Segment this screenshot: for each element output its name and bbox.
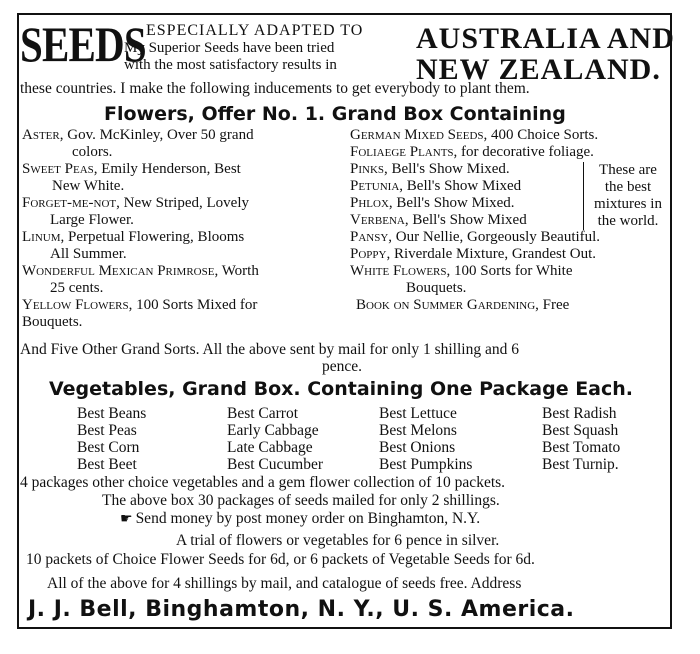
packets-line: 10 packets of Choice Flower Seeds for 6d, or 6 packets of Vegetable Seeds for 6d. [26,551,535,568]
veg-item: Best Turnip. [542,456,619,473]
seeds-title: SEEDS [20,16,146,72]
intro-line: these countries. I make the following inducements to get everybody to plant them. [20,80,530,97]
veg-item: Best Radish [542,405,617,422]
flower-foliage: Foliaege Plants, for decorative foliage. [350,144,594,160]
packages-line: 4 packages other choice vegetables and a gem flower collection of 10 packets. [20,474,506,491]
veg-item: Best Corn [77,439,140,456]
flower-yellow: Yellow Flowers, 100 Sorts Mixed for [22,297,258,313]
flower-sweet-peas: Sweet Peas, Emily Henderson, Best [22,161,241,177]
flowers-heading: Flowers, Offer No. 1. Grand Box Containing [104,103,566,125]
veg-item: Best Onions [379,439,456,456]
flower-verbena: Verbena, Bell's Show Mixed [350,212,527,228]
trial-line: A trial of flowers or vegetables for 6 pence in silver. [176,532,500,549]
australia-heading: AUSTRALIA AND [416,22,675,55]
flower-forget-me-not-cont: Large Flower. [50,212,134,228]
vegetables-column-2 [227,405,323,473]
send-money-text: Send money by post money order on Binghamton, N.Y. [135,510,481,527]
veg-item: Best Lettuce [379,405,457,422]
veg-item: Best Tomato [542,439,621,456]
book-summer-gardening: Book on Summer Gardening, Free [356,297,570,313]
pointing-hand-icon: ☛ [120,512,133,527]
flowers-right-column [350,127,600,314]
signature-line: J. J. Bell, Binghamton, N. Y., U. S. America. [28,597,575,622]
flower-forget-me-not: Forget-me-not, New Striped, Lovely [22,195,249,211]
bracket-note-line-4: the world. [597,213,659,229]
adapted-text: ESPECIALLY ADAPTED TO [146,22,364,39]
veg-item: Best Melons [379,422,457,439]
flower-phlox: Phlox, Bell's Show Mixed. [350,195,515,211]
veg-item: Late Cabbage [227,439,313,456]
flower-aster-cont: colors. [72,144,113,160]
veg-item: Best Carrot [227,405,299,422]
flower-aster: Aster, Gov. McKinley, Over 50 grand [22,127,254,143]
box-line: The above box 30 packages of seeds mailed for only 2 shillings. [102,492,500,509]
bracket-note-line-3: mixtures in [594,196,662,212]
flower-petunia: Petunia, Bell's Show Mixed [350,178,522,194]
vegetables-column-4 [542,405,620,473]
bracket-note-line-1: These are [599,162,657,178]
veg-item: Best Beans [77,405,147,422]
flower-linum-cont: All Summer. [50,246,127,262]
veg-item: Best Beet [77,456,137,473]
send-money-line [120,510,480,528]
bracket-note-line-2: the best [604,179,652,195]
veg-item: Best Squash [542,422,619,439]
new-zealand-heading: NEW ZEALAND. [416,53,661,86]
flower-german-mixed: German Mixed Seeds, 400 Choice Sorts. [350,127,599,143]
veg-item: Best Pumpkins [379,456,473,473]
flower-mexican-primrose: Wonderful Mexican Primrose, Worth [22,263,259,279]
flower-poppy: Poppy, Riverdale Mixture, Grandest Out. [350,246,596,262]
veg-item: Best Peas [77,422,137,439]
flower-pinks: Pinks, Bell's Show Mixed. [350,161,510,177]
flower-pansy: Pansy, Our Nellie, Gorgeously Beautiful. [350,229,601,245]
veg-item: Best Cucumber [227,456,323,473]
vegetables-column-1 [77,405,146,473]
flower-white-cont: Bouquets. [406,280,467,296]
vegetables-column-3 [379,405,472,473]
flower-linum: Linum, Perpetual Flowering, Blooms [22,229,245,245]
offer-line-2: pence. [322,358,363,375]
all-above-line: All of the above for 4 shillings by mail, and catalogue of seeds free. Address [47,575,522,592]
bracket-note [589,162,667,230]
flower-white: White Flowers, 100 Sorts for White [350,263,573,279]
bracket-divider [583,162,584,230]
offer-line-1: And Five Other Grand Sorts. All the above sent by mail for only 1 shilling and 6 [20,341,519,358]
vegetables-heading: Vegetables, Grand Box. Containing One Package Each. [49,378,633,400]
tried-line-1: My Superior Seeds have been tried [124,40,335,56]
flower-mexican-primrose-cont: 25 cents. [50,280,104,296]
tried-line-2: with the most satisfactory results in [124,57,337,73]
veg-item: Early Cabbage [227,422,319,439]
flower-sweet-peas-cont: New White. [52,178,125,194]
flowers-left-column [22,127,259,331]
flower-yellow-cont: Bouquets. [22,314,83,330]
